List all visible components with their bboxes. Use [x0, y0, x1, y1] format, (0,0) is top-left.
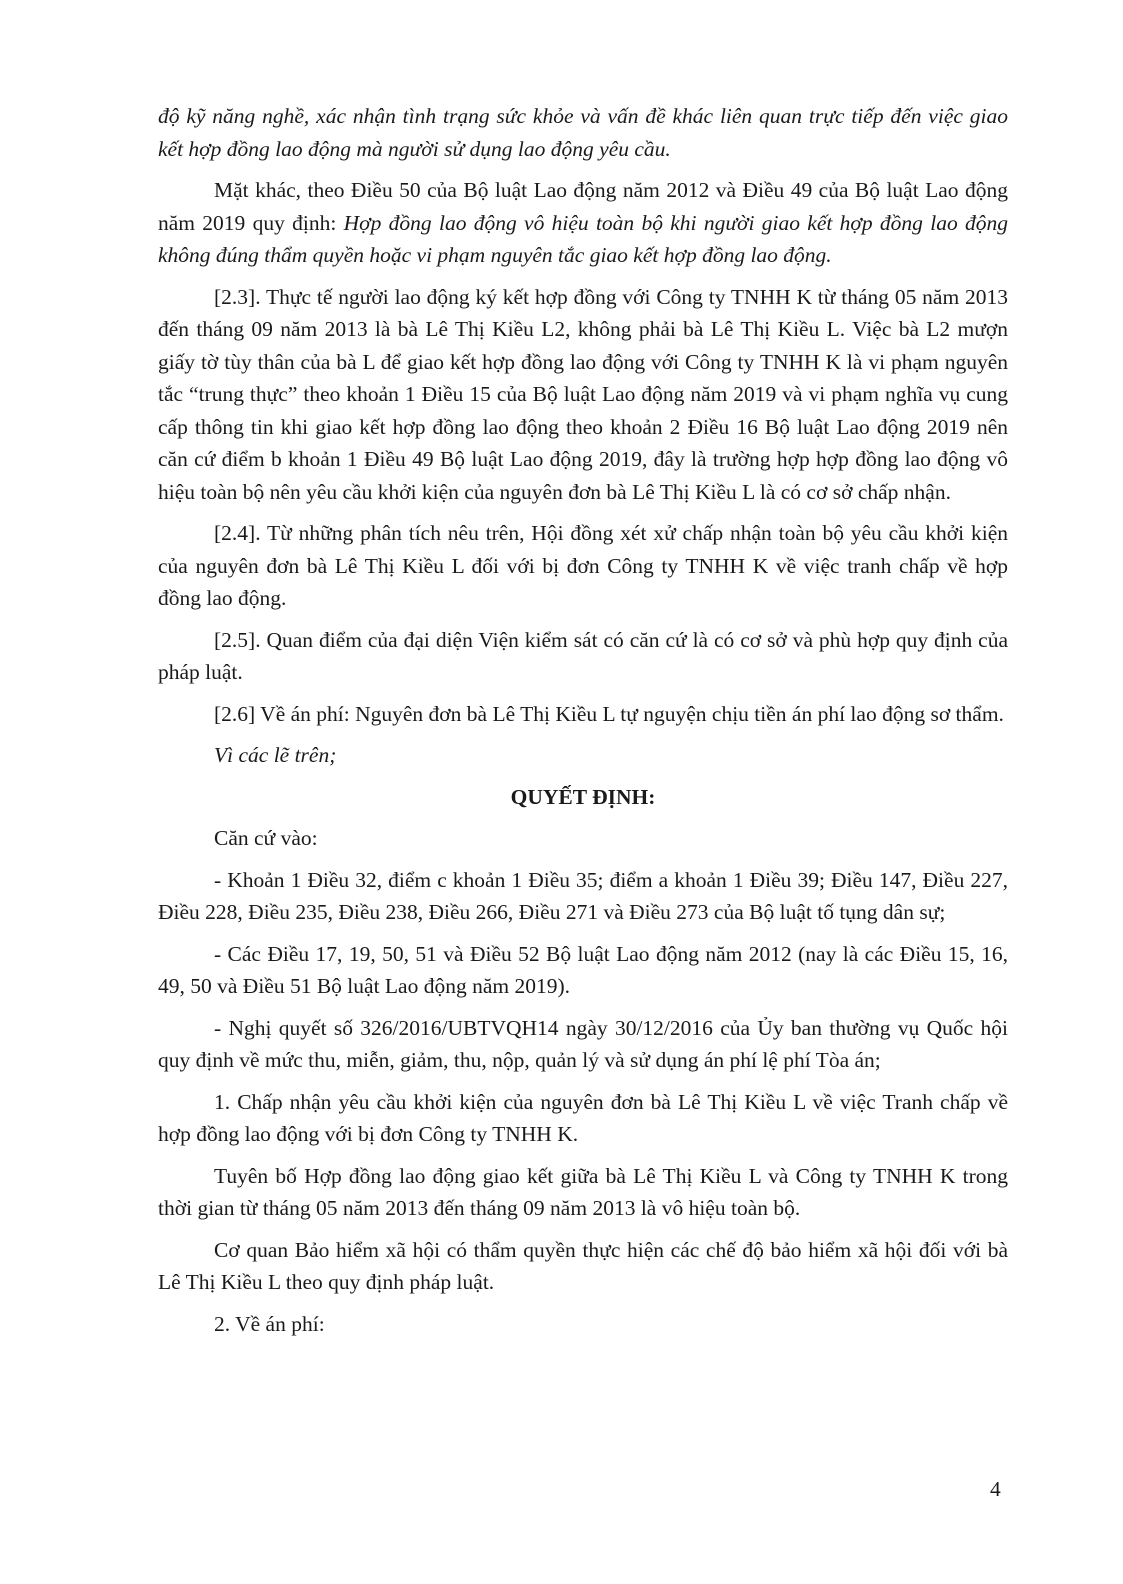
regular-text: [2.4]. Từ những phân tích nêu trên, Hội đồng xét xử chấp nhận toàn bộ yêu cầu khởi kiện của nguyên đơn bà Lê Thị Kiều L đối với bị đơn Công ty TNHH K về việc tranh chấp về hợp đồng lao động. — [158, 521, 1008, 610]
regular-text: [2.3]. Thực tế người lao động ký kết hợp đồng với Công ty TNHH K từ tháng 05 năm 2013 đến tháng 09 năm 2013 là bà Lê Thị Kiều L2, không phải bà Lê Thị Kiều L. Việc bà L2 mượn giấy tờ tùy thân của bà L để giao kết hợp đồng lao động với Công ty TNHH K là vi phạm nguyên tắc “trung thực” theo khoản 1 Điều 15 của Bộ luật Lao động năm 2019 và vi phạm nghĩa vụ cung cấp thông tin khi giao kết hợp đồng lao động theo khoản 2 Điều 16 Bộ luật Lao động 2019 nên căn cứ điểm b khoản 1 Điều 49 Bộ luật Lao động 2019, đây là trường hợp hợp đồng lao động vô hiệu toàn bộ nên yêu cầu khởi kiện của nguyên đơn bà Lê Thị Kiều L là có cơ sở chấp nhận. — [158, 284, 1008, 504]
paragraph-2-5 — [158, 624, 1008, 689]
decision-basis-civil-procedure: - Khoản 1 Điều 32, điểm c khoản 1 Điều 35; điểm a khoản 1 Điều 39; Điều 147, Điều 227, Điều 228, Điều 235, Điều 238, Điều 266, Điều 271 và Điều 273 của Bộ luật tố tụng dân sự; — [158, 867, 1008, 924]
regular-text: Mặt khác, theo Điều 50 của Bộ luật Lao động năm 2012 và Điều 49 của Bộ luật Lao động năm 2019 quy định: — [158, 178, 1008, 235]
decision-heading: QUYẾT ĐỊNH: — [510, 784, 656, 809]
italic-text: độ kỹ năng nghề, xác nhận tình trạng sức khỏe và vấn đề khác liên quan trực tiếp đến việc giao kết hợp đồng lao động mà người sử dụng lao động yêu cầu. — [158, 104, 1008, 161]
italic-text: Vì các lẽ trên; — [214, 743, 337, 767]
paragraph-continuation — [158, 100, 1008, 165]
decision-basis-resolution: - Nghị quyết số 326/2016/UBTVQH14 ngày 30/12/2016 của Ủy ban thường vụ Quốc hội quy định về mức thu, miễn, giảm, thu, nộp, quản lý và sử dụng án phí lệ phí Tòa án; — [158, 1015, 1008, 1072]
decision-item-1: 1. Chấp nhận yêu cầu khởi kiện của nguyên đơn bà Lê Thị Kiều L về việc Tranh chấp về hợp đồng lao động với bị đơn Công ty TNHH K. — [158, 1089, 1008, 1146]
paragraph-article-50 — [158, 174, 1008, 272]
decision-basis-intro: Căn cứ vào: — [214, 826, 318, 850]
paragraph-2-4 — [158, 517, 1008, 615]
italic-quote: Hợp đồng lao động vô hiệu toàn bộ khi người giao kết hợp đồng lao động không đúng thẩm quyền hoặc vi phạm nguyên tắc giao kết hợp đồng lao động. — [158, 210, 1008, 267]
page-number: 4 — [990, 1477, 1001, 1501]
decision-basis-labor-code: - Các Điều 17, 19, 50, 51 và Điều 52 Bộ luật Lao động năm 2012 (nay là các Điều 15, 16, 49, 50 và Điều 51 Bộ luật Lao động năm 2019). — [158, 941, 1008, 998]
document-page — [158, 100, 1008, 1349]
regular-text: [2.5]. Quan điểm của đại diện Viện kiểm sát có căn cứ là có cơ sở và phù hợp quy định của pháp luật. — [158, 627, 1008, 684]
regular-text: [2.6] Về án phí: Nguyên đơn bà Lê Thị Kiều L tự nguyện chịu tiền án phí lao động sơ thẩm. — [214, 701, 1004, 726]
paragraph-2-6 — [158, 698, 1008, 731]
decision-declaration: Tuyên bố Hợp đồng lao động giao kết giữa bà Lê Thị Kiều L và Công ty TNHH K trong thời gian từ tháng 05 năm 2013 đến tháng 09 năm 2013 là vô hiệu toàn bộ. — [158, 1163, 1008, 1220]
decision-social-insurance: Cơ quan Bảo hiểm xã hội có thẩm quyền thực hiện các chế độ bảo hiểm xã hội đối với bà Lê Thị Kiều L theo quy định pháp luật. — [158, 1237, 1008, 1294]
paragraph-2-3 — [158, 281, 1008, 509]
paragraph-reasons — [158, 739, 1008, 772]
decision-item-2: 2. Về án phí: — [214, 1311, 325, 1336]
